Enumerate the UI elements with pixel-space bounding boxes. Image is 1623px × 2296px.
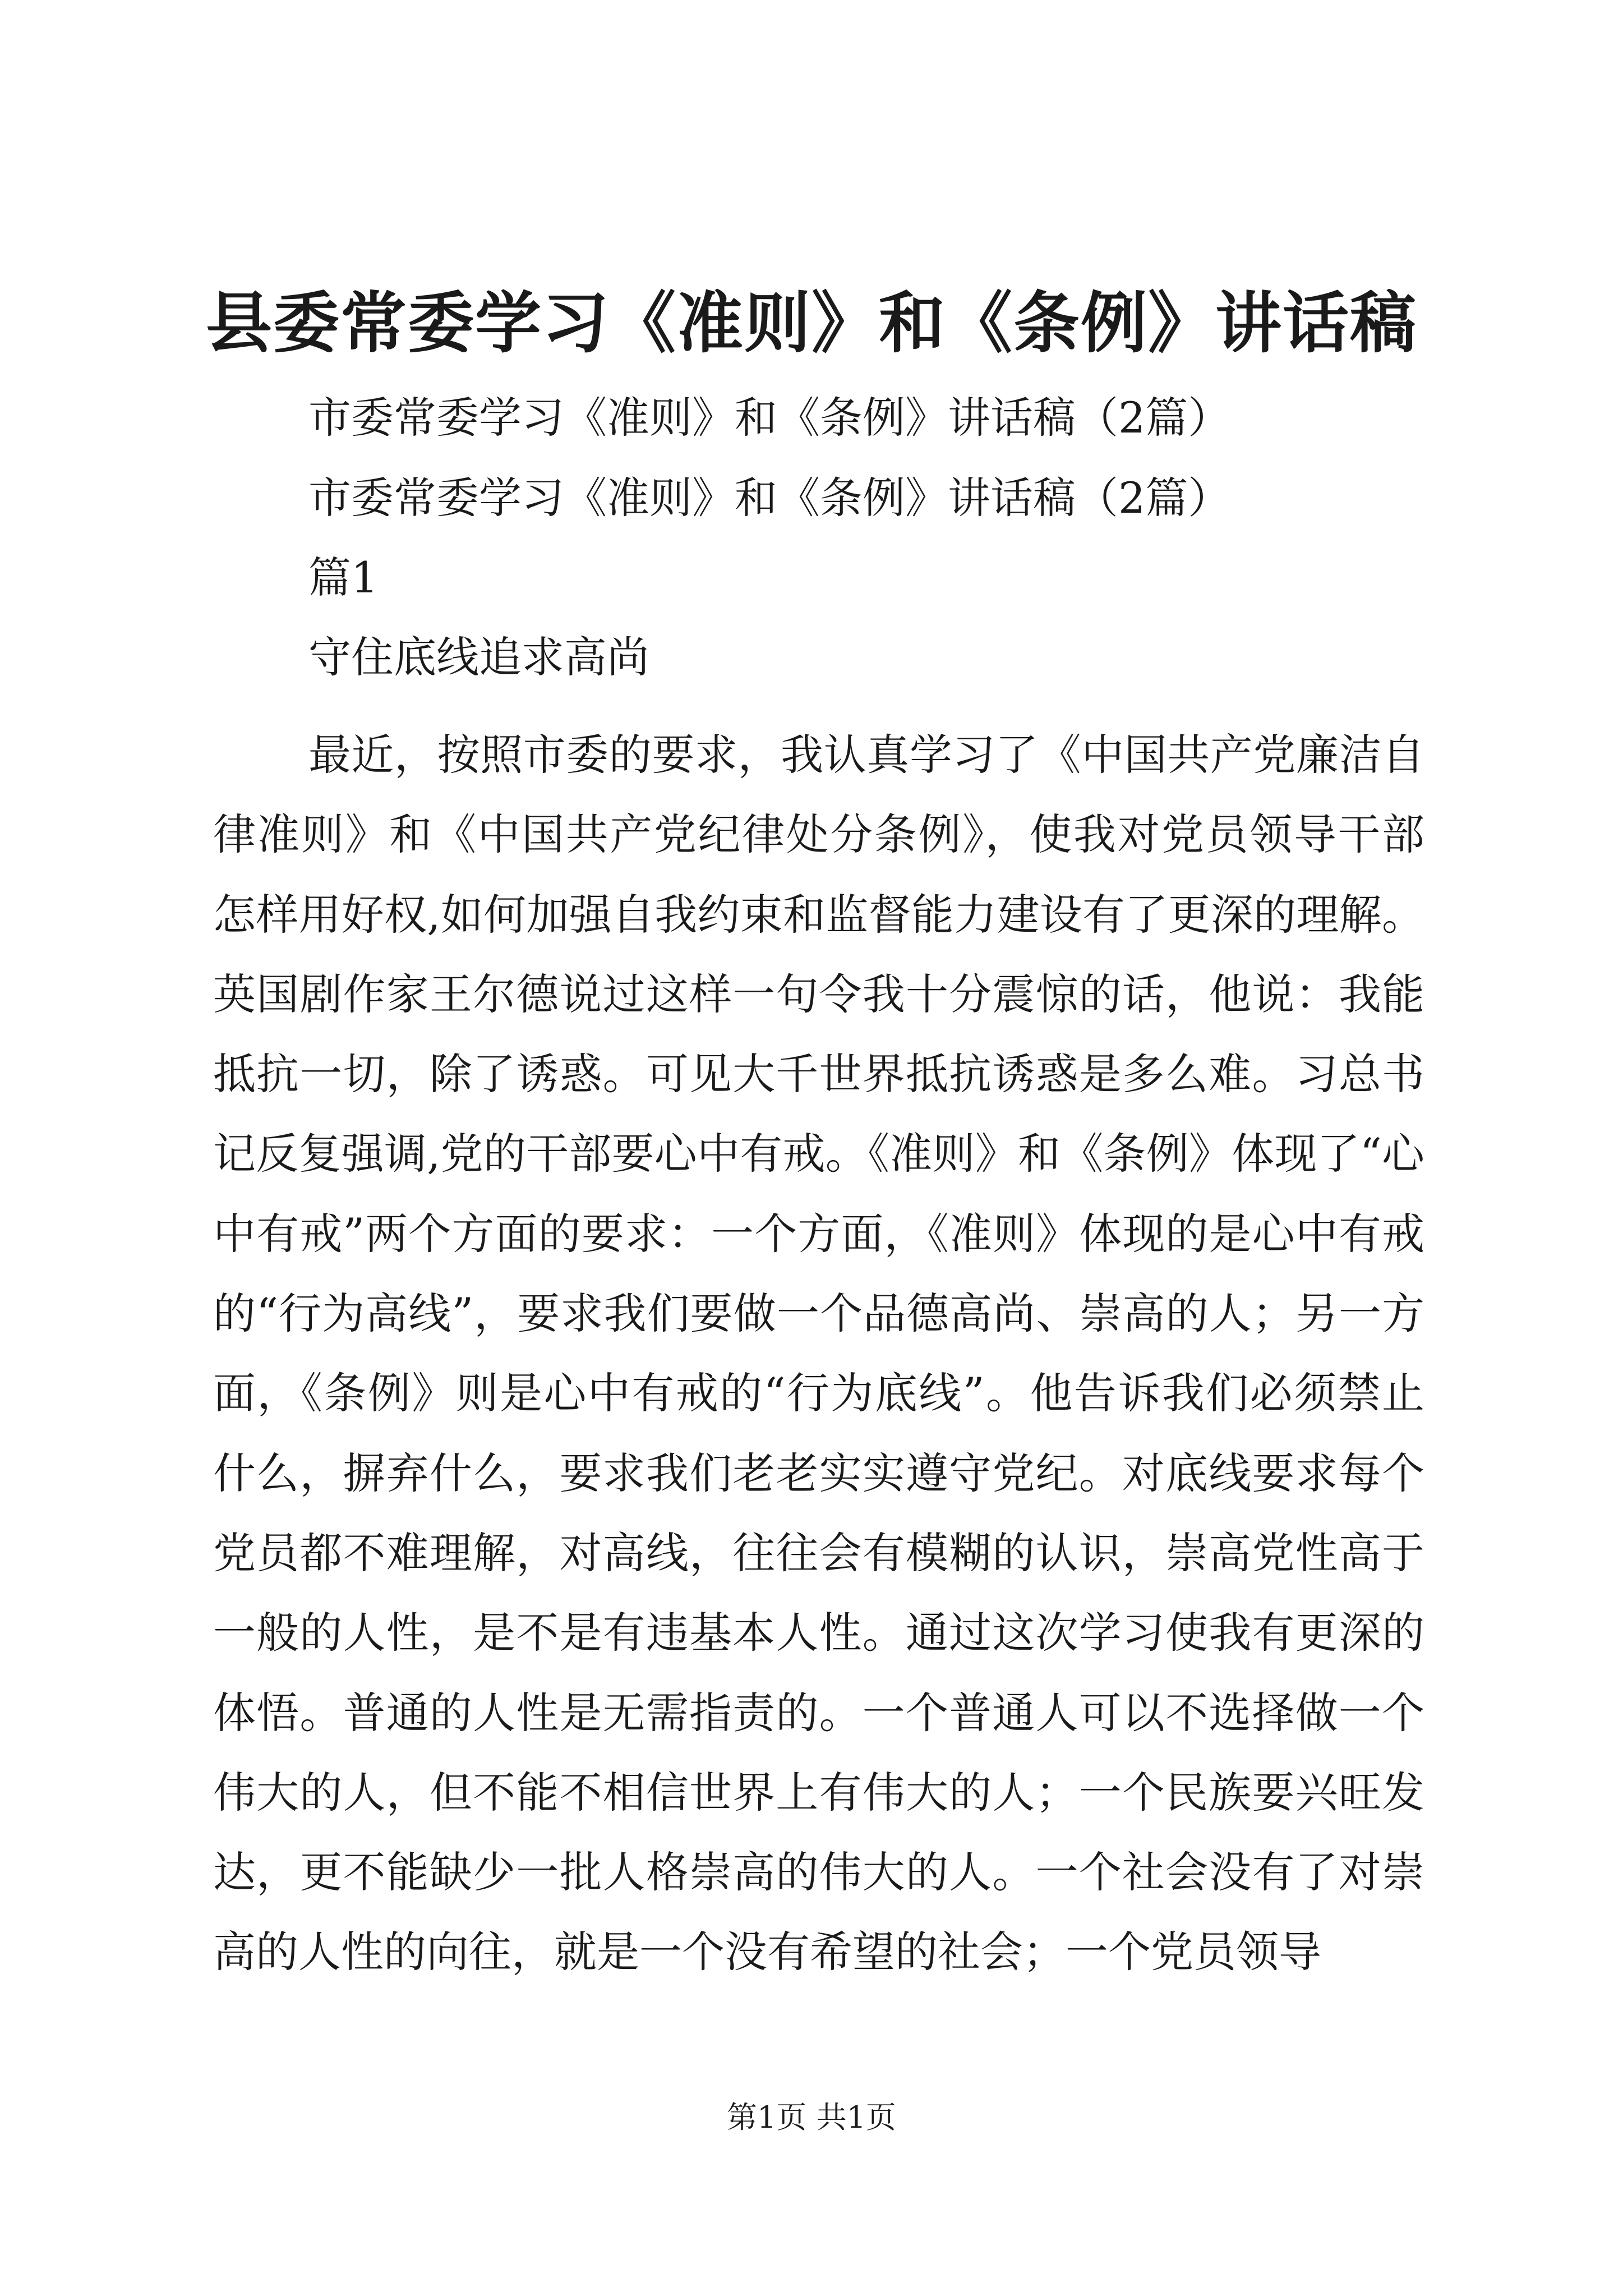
document-title: 县委常委学习《准则》和《条例》讲话稿	[205, 284, 1417, 362]
section-heading: 守住底线追求高尚	[308, 632, 649, 682]
subtitle-line-1: 市委常委学习《准则》和《条例》讲话稿（2篇）	[308, 393, 1231, 443]
subtitle-line-2: 市委常委学习《准则》和《条例》讲话稿（2篇）	[308, 473, 1231, 523]
body-paragraph: 最近，按照市委的要求，我认真学习了《中国共产党廉洁自律准则》和《中国共产党纪律处分条例》，使我对党员领导干部怎样用好权,如何加强自我约束和监督能力建设有了更深的理解。英国剧作家王尔德说过这样一句令我十分震惊的话，他说：我能抵抗一切，除了诱惑。可见大千世界抵抗诱惑是多么难。习总书记反复强调,党的干部要心中有戒。《准则》和《条例》体现了“心中有戒”两个方面的要求：一个方面，《准则》体现的是心中有戒的“行为高线”，要求我们要做一个品德高尚、崇高的人；另一方面，《条例》则是心中有戒的“行为底线”。他告诉我们必须禁止什么，摒弃什么，要求我们老老实实遵守党纪。对底线要求每个党员都不难理解，对高线，往往会有模糊的认识，崇高党性高于一般的人性，是不是有违基本人性。通过这次学习使我有更深的体悟。普通的人性是无需指责的。一个普通人可以不选择做一个伟大的人，但不能不相信世界上有伟大的人；一个民族要兴旺发达，更不能缺少一批人格崇高的伟大的人。一个社会没有了对崇高的人性的向往，就是一个没有希望的社会；一个党员领导	[213, 730, 1424, 1977]
section-label: 篇1	[308, 553, 379, 602]
page-footer: 第1页 共1页	[727, 2100, 896, 2135]
